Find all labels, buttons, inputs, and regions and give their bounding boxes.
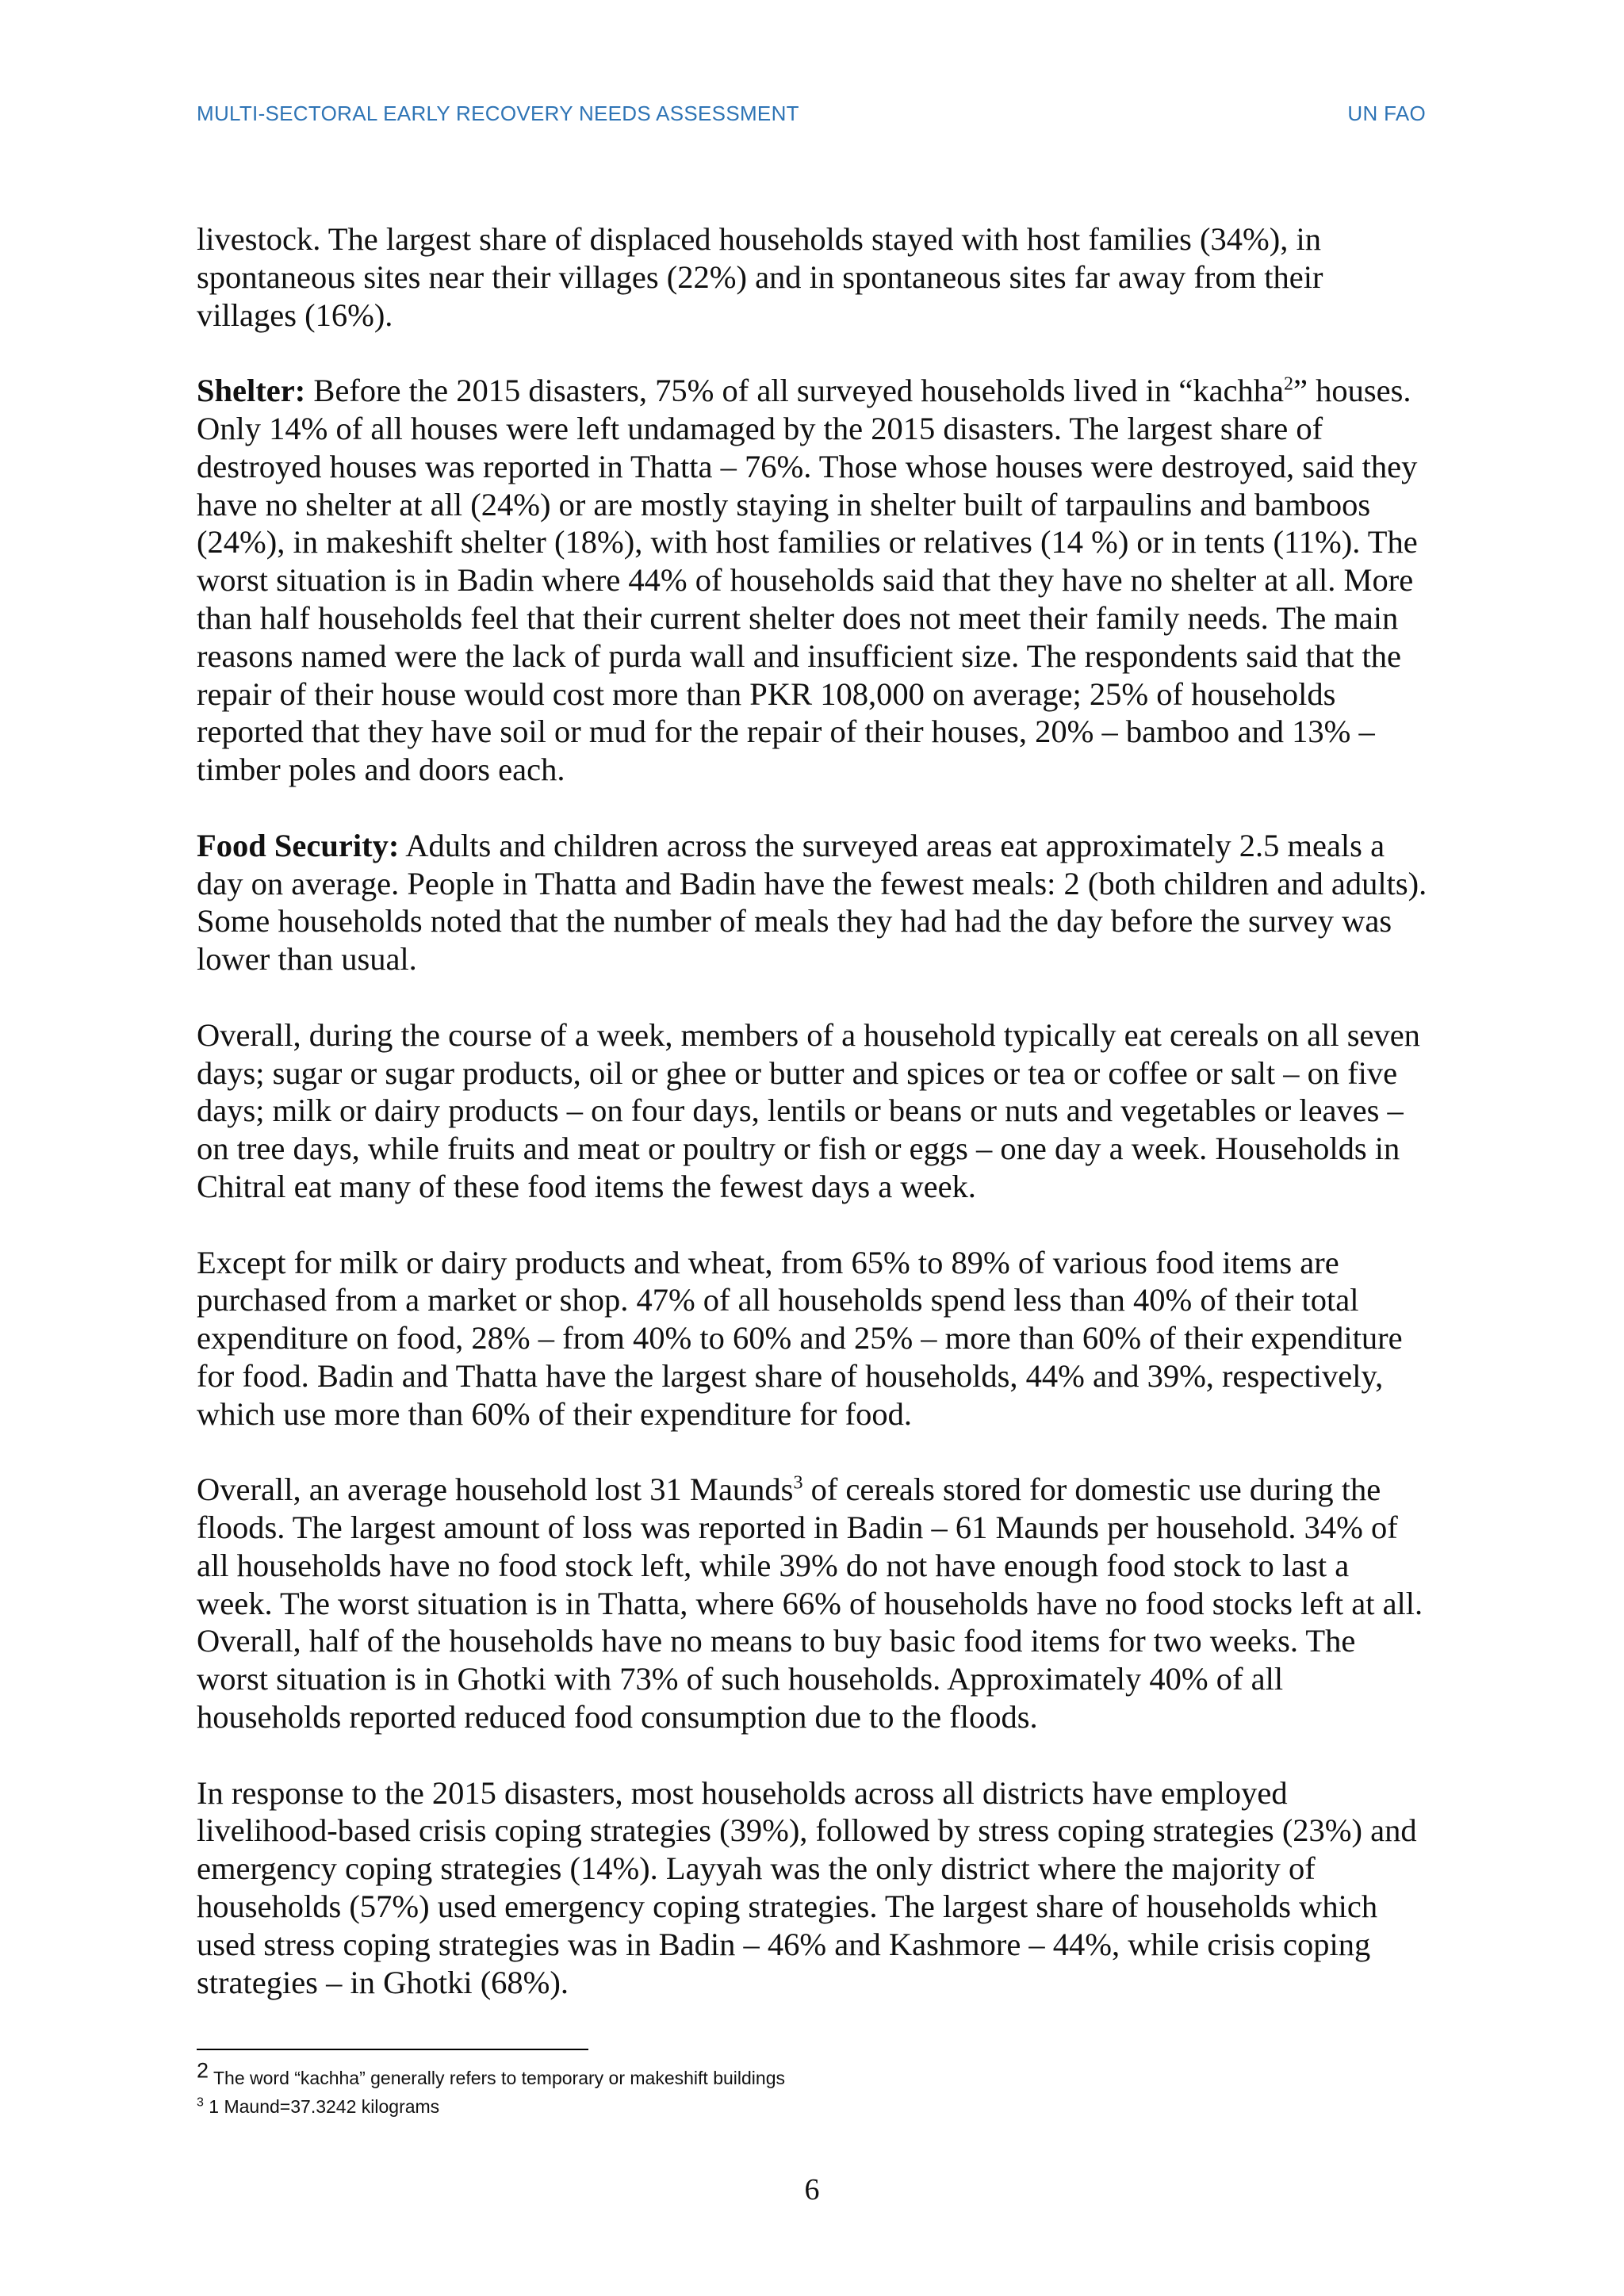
shelter-heading: Shelter: [197,373,306,409]
footnote-ref-3: 3 [793,1472,803,1494]
footnote-ref-2: 2 [1284,373,1294,395]
paragraph-displacement: livestock. The largest share of displaced households stayed with host families (34%), in spontaneous sites near their villages (22%) and in spontaneous sites far away from their villages (16%). [197,221,1323,333]
paragraph-weekly-diet: Overall, during the course of a week, members of a household typically eat cereals on all seven days; sugar or sugar products, oil or ghee or butter and spices or tea or coffee or salt – on five days; milk or dairy products – on four days, lentils or beans or nuts and vegetables or leaves – on tree days, while fruits and meat or poultry or fish or eggs – one day a week. Households in Chitral eat many of these food items the fewest days a week. [197,1016,1420,1204]
paragraph-shelter: Shelter: Before the 2015 disasters, 75% of all surveyed households lived in “kachha$^2$” houses. Only 14% of all houses were left undamaged by the 2015 disasters. The largest share of destroyed houses was reported in Thatta – 76%. Those whose houses were destroyed, said they have no shelter at all (24%) or are mostly staying in shelter built of tarpaulins and bamboos (24%), in makeshift shelter (18%), with host families or relatives (14 %) or in tents (11%). The worst situation is in Badin where 44% of households said that they have no shelter at all. More than half households feel that their current shelter does not meet their family needs. The main reasons named were the lack of purda wall and insufficient size. The respondents said that the repair of their house would cost more than PKR 108,000 on average; 25% of households reported that they have soil or mud for the repair of their houses, 20% – bamboo and 13% – timber poles and doors each. [197,373,1418,788]
footnote-2: 2 The word “kachha” generally refers to temporary or makeshift buildings [197,2058,785,2088]
food-security-heading: Food Security: [197,827,400,863]
paragraph-coping-strategies: In response to the 2015 disasters, most households across all districts have employed livelihood-based crisis coping strategies (39%), followed by stress coping strategies (23%) and emergency coping strategies (14%). Layyah was the only district where the majority of households (57%) used emergency coping strategies. The largest share of households which used stress coping strategies was in Badin – 46% and Kashmore – 44%, while crisis coping strategies – in Ghotki (68%). [197,1774,1417,2000]
running-header [197,101,1426,126]
header-title: MULTI-SECTORAL EARLY RECOVERY NEEDS ASSESSMENT [197,101,799,125]
paragraph-food-stock: Overall, an average household lost 31 Maunds$^3$ of cereals stored for domestic use during the floods. The largest amount of loss was reported in Badin – 61 Maunds per household. 34% of all households have no food stock left, while 39% do not have enough food stock to last a week. The worst situation is in Thatta, where 66% of households have no food stocks left at all. Overall, half of the households have no means to buy basic food items for two weeks. The worst situation is in Ghotki with 73% of such households. Approximately 40% of all households reported reduced food consumption due to the floods. [197,1471,1423,1735]
paragraph-food-security: Food Security: Adults and children across the surveyed areas eat approximately 2.5 meals a day on average. People in Thatta and Badin have the fewest meals: 2 (both children and adults). Some households noted that the number of meals they had had the day before the survey was lower than usual. [197,827,1427,978]
header-organization: UN FAO [1347,101,1426,125]
paragraph-expenditure: Except for milk or dairy products and wheat, from 65% to 89% of various food items are purchased from a market or shop. 47% of all households spend less than 40% of their total expenditure on food, 28% – from 40% to 60% and 25% – more than 60% of their expenditure for food. Badin and Thatta have the largest share of households, 44% and 39%, respectively, which use more than 60% of their expenditure for food. [197,1244,1403,1432]
footnote-3: $^3$ 1 Maund=37.3242 kilograms [197,2095,440,2117]
page-number: 6 [804,2173,820,2206]
footnote-separator [197,2049,588,2050]
body-text [197,220,1427,2039]
footnotes [197,2058,1427,2121]
